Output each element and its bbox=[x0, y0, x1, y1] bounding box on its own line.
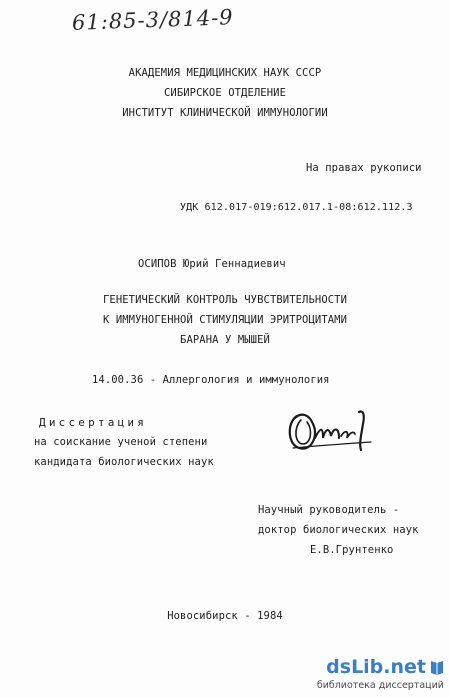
supervisor-degree: доктор биологических наук bbox=[258, 524, 419, 536]
udk-code: УДК 612.017-019:612.017.1-08:612.112.3 bbox=[180, 202, 413, 213]
supervisor-name: Е.В.Грунтенко bbox=[310, 544, 394, 556]
degree-line-1: на соискание ученой степени bbox=[34, 436, 208, 448]
watermark-subtitle: библиотека диссертаций bbox=[316, 680, 444, 691]
title-line-1: ГЕНЕТИЧЕСКИЙ КОНТРОЛЬ ЧУВСТВИТЕЛЬНОСТИ bbox=[102, 294, 348, 306]
academy-name: АКАДЕМИЯ МЕДИЦИНСКИХ НАУК СССР bbox=[128, 67, 322, 79]
specialty: 14.00.36 - Аллергология и иммунология bbox=[92, 374, 330, 386]
supervisor-title: Научный руководитель - bbox=[258, 504, 400, 516]
author-name: ОСИПОВ Юрий Геннадиевич bbox=[138, 258, 286, 270]
institute-name: ИНСТИТУТ КЛИНИЧЕСКОЙ ИММУНОЛОГИИ bbox=[122, 107, 328, 119]
dissertation-heading: Диссертация bbox=[39, 416, 148, 429]
city-year: Новосибирск - 1984 bbox=[167, 610, 283, 622]
department-name: СИБИРСКОЕ ОТДЕЛЕНИЕ bbox=[163, 87, 286, 99]
dslib-watermark bbox=[316, 656, 444, 694]
book-icon bbox=[430, 659, 444, 675]
title-line-3: БАРАНА У МЫШЕЙ bbox=[180, 334, 270, 346]
degree-line-2: кандидата биологических наук bbox=[34, 456, 214, 468]
title-line-2: К ИММУНОГЕННОЙ СТИМУЛЯЦИИ ЭРИТРОЦИТАМИ bbox=[102, 314, 348, 326]
signature bbox=[283, 404, 378, 456]
manuscript-rights: На правах рукописи bbox=[306, 162, 422, 174]
handwritten-archive-number: 61:85-3/814-9 bbox=[71, 5, 234, 35]
watermark-domain: dsLib.net bbox=[326, 656, 426, 678]
